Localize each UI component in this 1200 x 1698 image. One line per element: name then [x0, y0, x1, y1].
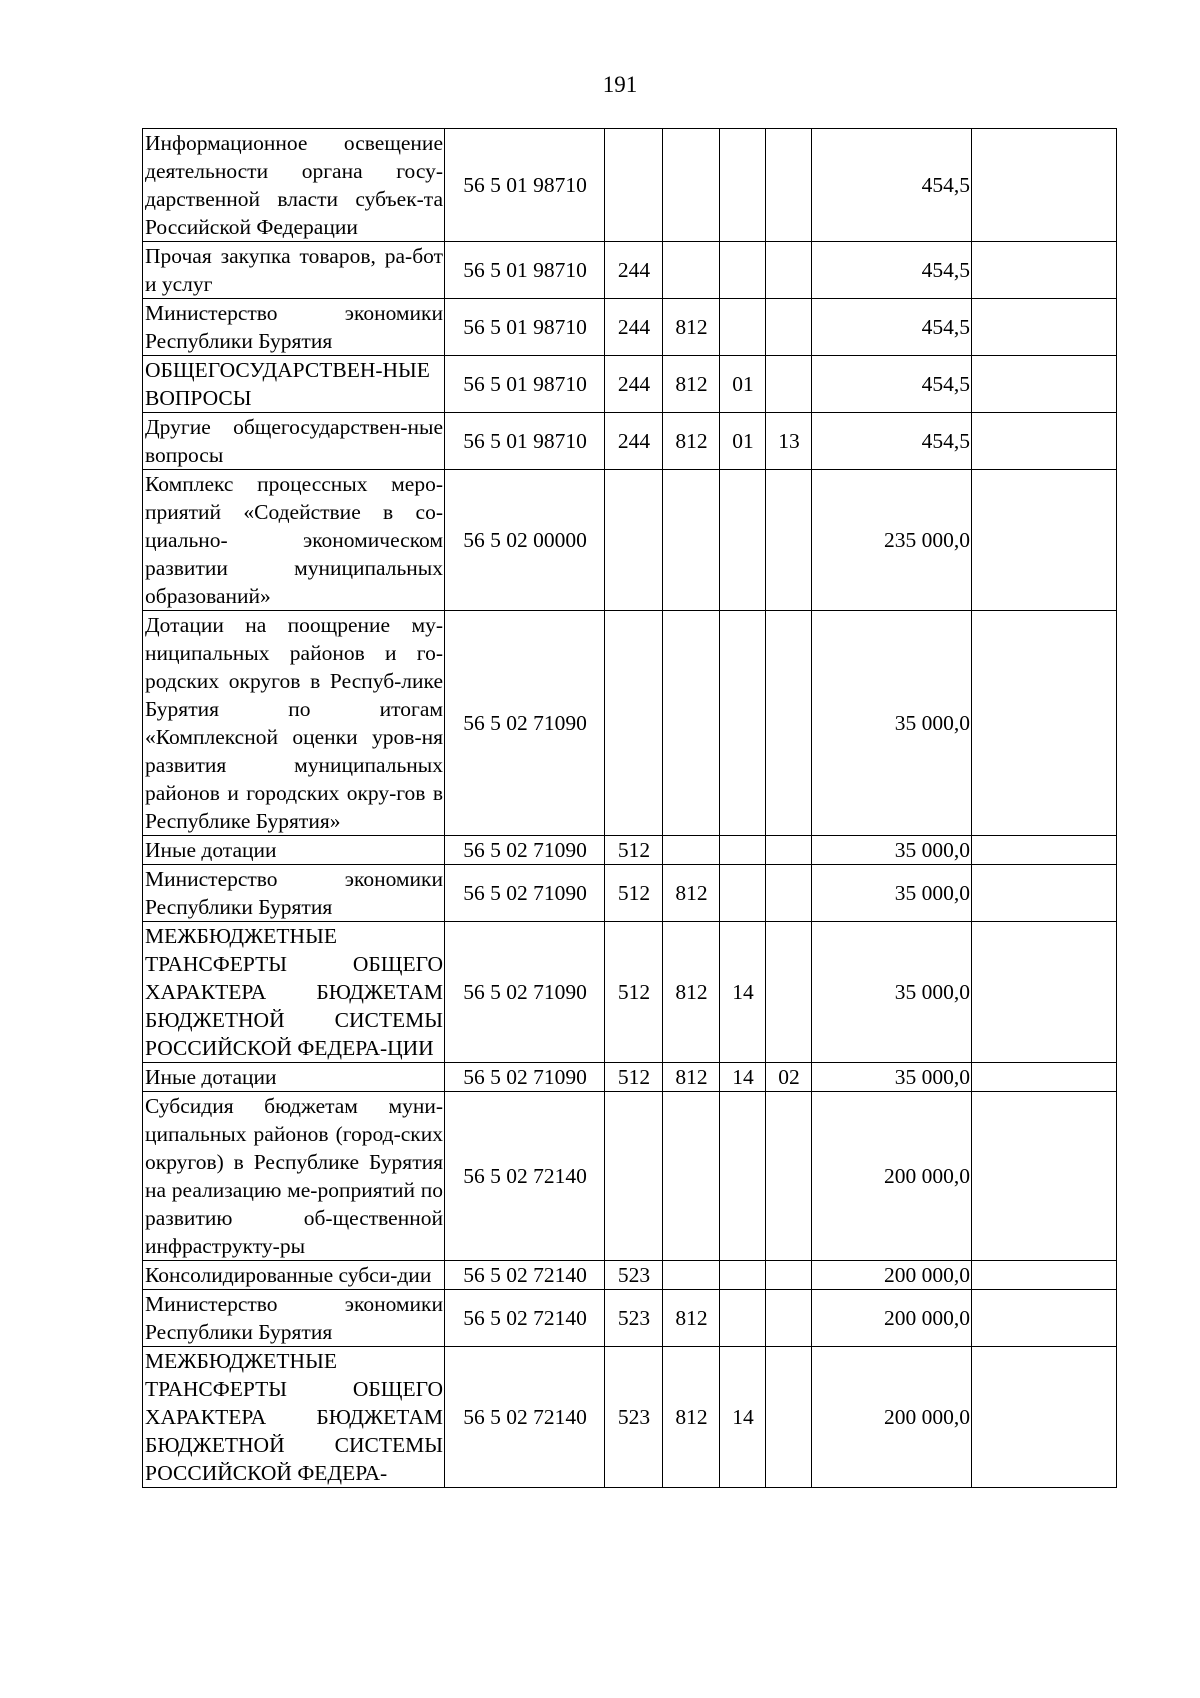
ministry-code-cell: 812 [663, 1063, 720, 1092]
empty-cell [972, 356, 1117, 413]
subsection-cell: 02 [766, 1063, 812, 1092]
empty-cell [972, 865, 1117, 922]
empty-cell [972, 922, 1117, 1063]
subsection-cell [766, 836, 812, 865]
expense-type-cell: 523 [605, 1290, 663, 1347]
target-article-cell: 56 5 02 72140 [445, 1290, 605, 1347]
amount-cell: 200 000,0 [812, 1347, 972, 1488]
empty-cell [972, 242, 1117, 299]
empty-cell [972, 1261, 1117, 1290]
section-cell: 14 [720, 1063, 766, 1092]
subsection-cell [766, 242, 812, 299]
table-row [143, 865, 1117, 922]
target-article-cell: 56 5 02 71090 [445, 865, 605, 922]
ministry-code-cell [663, 836, 720, 865]
subsection-cell: 13 [766, 413, 812, 470]
amount-cell: 35 000,0 [812, 836, 972, 865]
target-article-cell: 56 5 02 71090 [445, 1063, 605, 1092]
table-row [143, 1290, 1117, 1347]
amount-cell: 35 000,0 [812, 611, 972, 836]
amount-cell: 200 000,0 [812, 1261, 972, 1290]
amount-cell: 454,5 [812, 242, 972, 299]
amount-cell: 454,5 [812, 299, 972, 356]
budget-table [142, 128, 1117, 1488]
table-row [143, 129, 1117, 242]
section-cell [720, 242, 766, 299]
table-row [143, 922, 1117, 1063]
ministry-code-cell: 812 [663, 1290, 720, 1347]
table-body [143, 129, 1117, 1488]
target-article-cell: 56 5 01 98710 [445, 129, 605, 242]
row-name-cell: МЕЖБЮДЖЕТНЫЕ ТРАНСФЕРТЫ ОБЩЕГО ХАРАКТЕРА БЮДЖЕТАМ БЮДЖЕТНОЙ СИСТЕМЫ РОССИЙСКОЙ ФЕДЕРА- [143, 1347, 445, 1488]
row-name-cell: Другие общегосударствен-ные вопросы [143, 413, 445, 470]
target-article-cell: 56 5 01 98710 [445, 413, 605, 470]
row-name-cell: Иные дотации [143, 836, 445, 865]
section-cell [720, 836, 766, 865]
table-row [143, 1092, 1117, 1261]
amount-cell: 454,5 [812, 129, 972, 242]
ministry-code-cell: 812 [663, 413, 720, 470]
amount-cell: 200 000,0 [812, 1092, 972, 1261]
target-article-cell: 56 5 02 71090 [445, 611, 605, 836]
expense-type-cell [605, 1092, 663, 1261]
amount-cell: 35 000,0 [812, 865, 972, 922]
expense-type-cell [605, 470, 663, 611]
amount-cell: 235 000,0 [812, 470, 972, 611]
row-name-cell: Субсидия бюджетам муни-ципальных районов (город-ских округов) в Республике Бурятия на реализацию ме-роприятий по развитию об-щественной инфраструкту-ры [143, 1092, 445, 1261]
expense-type-cell: 512 [605, 1063, 663, 1092]
ministry-code-cell [663, 470, 720, 611]
table-row [143, 1347, 1117, 1488]
row-name-cell: Комплекс процессных меро-приятий «Содействие в со-циально- экономическом развитии муниципальных образований» [143, 470, 445, 611]
table-row [143, 356, 1117, 413]
subsection-cell [766, 470, 812, 611]
row-name-cell: Иные дотации [143, 1063, 445, 1092]
expense-type-cell: 244 [605, 242, 663, 299]
target-article-cell: 56 5 01 98710 [445, 299, 605, 356]
ministry-code-cell: 812 [663, 922, 720, 1063]
row-name-cell: Министерство экономики Республики Бурятия [143, 865, 445, 922]
section-cell [720, 611, 766, 836]
empty-cell [972, 611, 1117, 836]
row-name-cell: Министерство экономики Республики Бурятия [143, 299, 445, 356]
target-article-cell: 56 5 02 72140 [445, 1261, 605, 1290]
subsection-cell [766, 1092, 812, 1261]
ministry-code-cell [663, 242, 720, 299]
target-article-cell: 56 5 02 71090 [445, 922, 605, 1063]
table-row [143, 413, 1117, 470]
row-name-cell: Дотации на поощрение му-ниципальных районов и го-родских округов в Респуб-лике Бурятия по итогам «Комплексной оценки уров-ня развития муниципальных районов и городских окру-гов в Республике Бурятия» [143, 611, 445, 836]
section-cell: 14 [720, 1347, 766, 1488]
expense-type-cell [605, 129, 663, 242]
table-row [143, 470, 1117, 611]
expense-type-cell: 244 [605, 299, 663, 356]
ministry-code-cell [663, 129, 720, 242]
row-name-cell: Прочая закупка товаров, ра-бот и услуг [143, 242, 445, 299]
target-article-cell: 56 5 02 71090 [445, 836, 605, 865]
section-cell [720, 1290, 766, 1347]
empty-cell [972, 413, 1117, 470]
target-article-cell: 56 5 01 98710 [445, 242, 605, 299]
target-article-cell: 56 5 02 72140 [445, 1347, 605, 1488]
empty-cell [972, 129, 1117, 242]
subsection-cell [766, 299, 812, 356]
target-article-cell: 56 5 02 72140 [445, 1092, 605, 1261]
section-cell [720, 129, 766, 242]
subsection-cell [766, 1290, 812, 1347]
amount-cell: 200 000,0 [812, 1290, 972, 1347]
expense-type-cell: 512 [605, 865, 663, 922]
ministry-code-cell [663, 1092, 720, 1261]
page-number: 191 [602, 72, 638, 97]
empty-cell [972, 1092, 1117, 1261]
table-row [143, 242, 1117, 299]
table-row [143, 611, 1117, 836]
expense-type-cell: 512 [605, 836, 663, 865]
subsection-cell [766, 129, 812, 242]
subsection-cell [766, 611, 812, 836]
subsection-cell [766, 865, 812, 922]
empty-cell [972, 470, 1117, 611]
expense-type-cell: 512 [605, 922, 663, 1063]
amount-cell: 35 000,0 [812, 922, 972, 1063]
row-name-cell: Консолидированные субси-дии [143, 1261, 445, 1290]
amount-cell: 454,5 [812, 413, 972, 470]
empty-cell [972, 1347, 1117, 1488]
table-row [143, 1063, 1117, 1092]
section-cell [720, 299, 766, 356]
section-cell: 14 [720, 922, 766, 1063]
expense-type-cell: 244 [605, 356, 663, 413]
expense-type-cell: 244 [605, 413, 663, 470]
target-article-cell: 56 5 01 98710 [445, 356, 605, 413]
target-article-cell: 56 5 02 00000 [445, 470, 605, 611]
ministry-code-cell: 812 [663, 356, 720, 413]
row-name-cell: ОБЩЕГОСУДАРСТВЕН-НЫЕ ВОПРОСЫ [143, 356, 445, 413]
row-name-cell: Информационное освещение деятельности органа госу-дарственной власти субъек-та Российской Федерации [143, 129, 445, 242]
amount-cell: 35 000,0 [812, 1063, 972, 1092]
ministry-code-cell [663, 611, 720, 836]
row-name-cell: МЕЖБЮДЖЕТНЫЕ ТРАНСФЕРТЫ ОБЩЕГО ХАРАКТЕРА БЮДЖЕТАМ БЮДЖЕТНОЙ СИСТЕМЫ РОССИЙСКОЙ ФЕДЕРА-ЦИИ [143, 922, 445, 1063]
ministry-code-cell: 812 [663, 865, 720, 922]
empty-cell [972, 836, 1117, 865]
table-row [143, 299, 1117, 356]
ministry-code-cell: 812 [663, 1347, 720, 1488]
subsection-cell [766, 356, 812, 413]
empty-cell [972, 299, 1117, 356]
empty-cell [972, 1290, 1117, 1347]
ministry-code-cell [663, 1261, 720, 1290]
section-cell [720, 1092, 766, 1261]
section-cell [720, 865, 766, 922]
table-row [143, 1261, 1117, 1290]
subsection-cell [766, 1347, 812, 1488]
amount-cell: 454,5 [812, 356, 972, 413]
subsection-cell [766, 1261, 812, 1290]
row-name-cell: Министерство экономики Республики Бурятия [143, 1290, 445, 1347]
section-cell: 01 [720, 356, 766, 413]
expense-type-cell: 523 [605, 1261, 663, 1290]
expense-type-cell [605, 611, 663, 836]
section-cell [720, 470, 766, 611]
ministry-code-cell: 812 [663, 299, 720, 356]
expense-type-cell: 523 [605, 1347, 663, 1488]
section-cell: 01 [720, 413, 766, 470]
empty-cell [972, 1063, 1117, 1092]
section-cell [720, 1261, 766, 1290]
table-row [143, 836, 1117, 865]
subsection-cell [766, 922, 812, 1063]
